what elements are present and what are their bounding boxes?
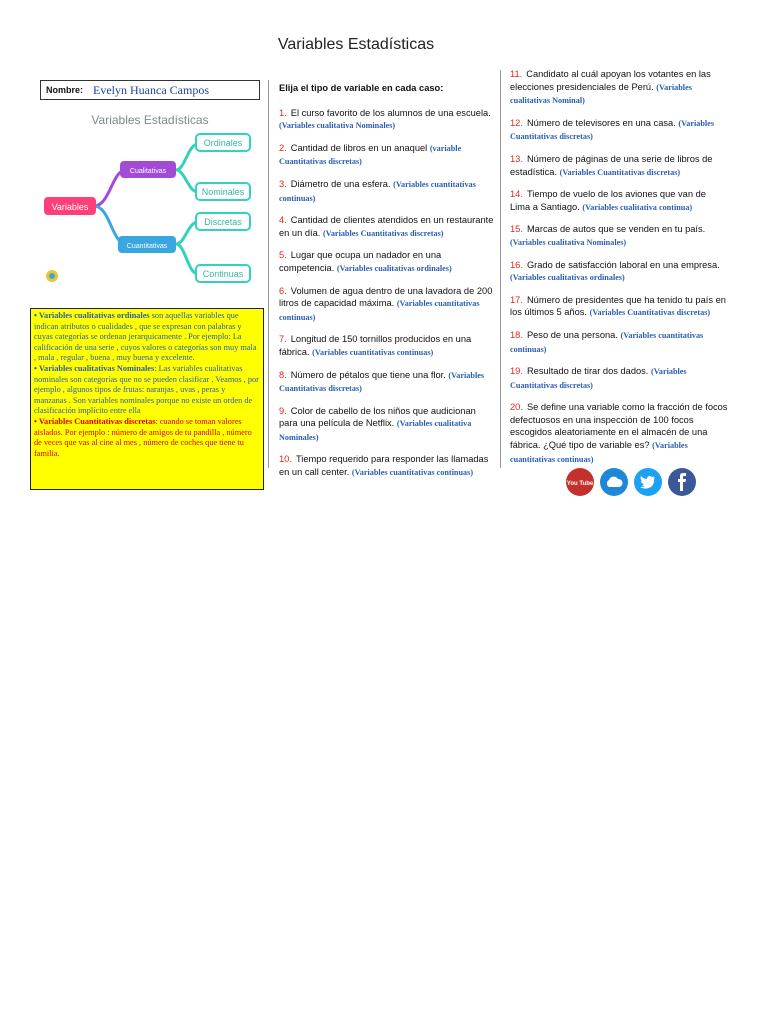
mindmap-leaf-nominales: Nominales <box>201 187 245 197</box>
definition-nominales <box>34 364 260 417</box>
question-number: 16. <box>510 259 523 270</box>
divider-right <box>500 70 501 468</box>
question-number: 6. <box>279 285 287 296</box>
question-text: Cantidad de clientes atendidos en un restaurante en un día. <box>279 215 494 238</box>
answer-text: (Variables Cuantitativas discretas) <box>510 367 687 390</box>
definitions-box <box>30 308 264 490</box>
answer-text: (Variables cuantitativas continuas) <box>510 330 704 354</box>
question-number: 7. <box>279 334 287 345</box>
question-number: 5. <box>279 250 287 261</box>
question-text: Número de pétalos que tiene una flor. <box>290 369 446 380</box>
answer-text: (Variables cualitativa Nominales) <box>279 419 472 442</box>
youtube-icon[interactable] <box>566 468 594 496</box>
name-box <box>40 80 260 100</box>
questions-list-middle <box>279 107 495 480</box>
question-item <box>510 259 728 285</box>
answer-text: (Variables cuantitativas continuas) <box>312 347 434 357</box>
questions-column-middle <box>279 82 495 489</box>
question-item <box>510 401 728 466</box>
answer-text: (Variables Cuantitativas discretas) <box>510 118 715 142</box>
question-text: Resultado de tirar dos dados. <box>526 366 649 377</box>
question-item <box>279 285 495 325</box>
question-item <box>510 223 728 249</box>
question-text: Volumen de agua dentro de una lavadora de 200 litros de capacidad máxima. <box>279 285 493 309</box>
definition-text: : cuando se toman valores aislados. Por ejemplo : número de amigos de tu pandilla , número de veces que vas al cine al mes , número de coches que tiene tu familia. <box>34 416 252 458</box>
answer-text: (variable Cuantitativas discretas) <box>279 143 462 167</box>
question-text: Número de páginas de una serie de libros de estadística. <box>510 153 713 177</box>
question-text: Cantidad de libros en un anaquel <box>290 142 428 153</box>
definition-text: son aquellas variables que indican atributos o cualidades , que se expresan con palabras y cuyas categorías se ordenan jerarquicamente . Por ejemplo: La calificación de una serie , cuyos valores o categorías son muy mala , mala , regular , buena , muy buena y excelente. <box>34 311 257 363</box>
question-text: Marcas de autos que se venden en tu país. <box>526 224 706 235</box>
mindmap-leaf-continuas: Continuas <box>202 269 244 279</box>
mindmap-branch-cuantitativas: Cuantitativas <box>126 243 168 250</box>
answer-text: (Variables cuantitativas continuas) <box>351 468 474 478</box>
definition-term: • Variables Cuantitativas discretas <box>34 416 156 426</box>
divider-left <box>268 80 269 468</box>
question-item <box>510 117 728 144</box>
answer-text: (Variables cualitativas ordinales) <box>336 263 452 273</box>
youtube-label: You Tube <box>566 481 594 487</box>
question-number: 17. <box>510 294 523 305</box>
mindmap-leaf-discretas: Discretas <box>204 217 242 227</box>
mindmap-diagram <box>40 104 262 290</box>
question-item <box>510 294 728 320</box>
answer-text: (Variables cuantitativas continuas) <box>510 441 688 464</box>
question-text: Tiempo requerido para responder las llamadas en un call center. <box>279 454 489 478</box>
mindmap-leaf-ordinales: Ordinales <box>203 138 243 148</box>
question-number: 4. <box>279 215 287 226</box>
answer-text: (Variables Cuantitativas discretas) <box>559 167 681 177</box>
question-item <box>279 453 495 479</box>
question-number: 18. <box>510 329 523 340</box>
question-item <box>279 107 495 133</box>
definition-term: • Variables cualitativas Nominales <box>34 363 155 373</box>
question-text: Candidato al cuál apoyan los votantes en las elecciones presidenciales de Perú. <box>510 69 711 92</box>
question-number: 10. <box>279 454 292 465</box>
social-icons <box>566 468 696 496</box>
answer-text: (Variables cualitativas ordinales) <box>510 273 625 283</box>
question-item <box>510 68 728 108</box>
question-item <box>510 188 728 214</box>
question-item <box>279 405 495 445</box>
questions-list-right <box>510 68 728 466</box>
question-text: Lugar que ocupa un nadador en una competencia. <box>279 250 442 273</box>
answer-text: (Variables cualitativa continua) <box>582 202 693 212</box>
question-text: Peso de una persona. <box>526 329 618 340</box>
question-text: Número de presidentes que ha tenido tu país en los últimos 5 años. <box>510 294 726 318</box>
mindmap-root: Variables <box>51 202 89 212</box>
question-item <box>279 178 495 205</box>
question-number: 3. <box>279 178 287 189</box>
question-number: 14. <box>510 189 523 200</box>
question-number: 12. <box>510 117 523 128</box>
answer-text: (Variables cualitativa Nominales) <box>510 237 627 247</box>
question-item <box>279 142 495 169</box>
answer-text: (Variables cuantitativas continuas) <box>279 299 480 322</box>
facebook-icon[interactable] <box>668 468 696 496</box>
question-number: 20. <box>510 402 523 413</box>
question-item <box>279 333 495 359</box>
question-number: 9. <box>279 405 287 416</box>
questions-heading: Elija el tipo de variable en cada caso: <box>279 83 444 93</box>
question-number: 8. <box>279 369 287 380</box>
question-text: Color de cabello de los niños que audicionan para una película de Netflix. <box>279 405 476 429</box>
question-text: El curso favorito de los alumnos de una escuela. <box>290 107 491 118</box>
definition-text: : Las variables cualitativas nominales son categorías que no se pueden clasificar . Veamos , por ejemplo , algunos tipos de frutas: naranjas , uvas , peras y manzanas . Son variables nominales porque no existe un orden de clasificación implícito entre ella <box>34 363 259 416</box>
question-text: Se define una variable como la fracción de focos defectuosos en una inspección de 100 focos escogidos aleatoriamente en el almacén de una fábrica. ¿Qué tipo de variable es? <box>510 402 728 451</box>
mindmap-logo-icon <box>46 270 58 282</box>
questions-column-right <box>510 68 728 475</box>
question-number: 2. <box>279 142 287 153</box>
twitter-icon[interactable] <box>634 468 662 496</box>
mindmap-title: Variables Estadísticas <box>91 113 209 127</box>
mindmap-branch-cualitativas: Cualitativas <box>129 168 167 175</box>
question-text: Grado de satisfacción laboral en una empresa. <box>526 259 720 270</box>
question-item <box>510 153 728 179</box>
answer-text: (Variables Cuantitativas discretas) <box>322 228 444 238</box>
question-text: Número de televisores en una casa. <box>526 117 676 128</box>
question-item <box>510 365 728 392</box>
definition-term: • Variables cualitativas ordinales <box>34 311 150 320</box>
answer-text: (Variables cuantitativas continuas) <box>279 179 476 203</box>
question-number: 11. <box>510 69 523 79</box>
question-text: Diámetro de una esfera. <box>290 178 391 189</box>
definition-ordinales <box>34 311 260 364</box>
question-item <box>279 249 495 275</box>
definition-discretas <box>34 417 260 459</box>
cloud-icon[interactable] <box>600 468 628 496</box>
name-value: Evelyn Huanca Campos <box>93 82 209 97</box>
question-number: 19. <box>510 366 523 377</box>
answer-text: (Variables Cuantitativas discretas) <box>589 308 711 318</box>
question-number: 1. <box>279 107 287 118</box>
question-item <box>279 369 495 396</box>
question-number: 15. <box>510 224 523 235</box>
question-number: 13. <box>510 153 523 164</box>
answer-text: (Variables Cuantitativas discretas) <box>279 370 485 394</box>
question-text: Tiempo de vuelo de los aviones que van de Lima a Santiago. <box>510 189 706 212</box>
answer-text: (Variables cualitativa Nominales) <box>279 121 396 131</box>
question-text: Longitud de 150 tornillos producidos en una fábrica. <box>279 334 472 357</box>
answer-text: (Variables cualitativas Nominal) <box>510 82 692 106</box>
question-item <box>510 329 728 356</box>
page-title: Variables Estadísticas <box>277 36 435 53</box>
name-label: Nombre: <box>46 85 84 95</box>
question-item <box>279 214 495 240</box>
